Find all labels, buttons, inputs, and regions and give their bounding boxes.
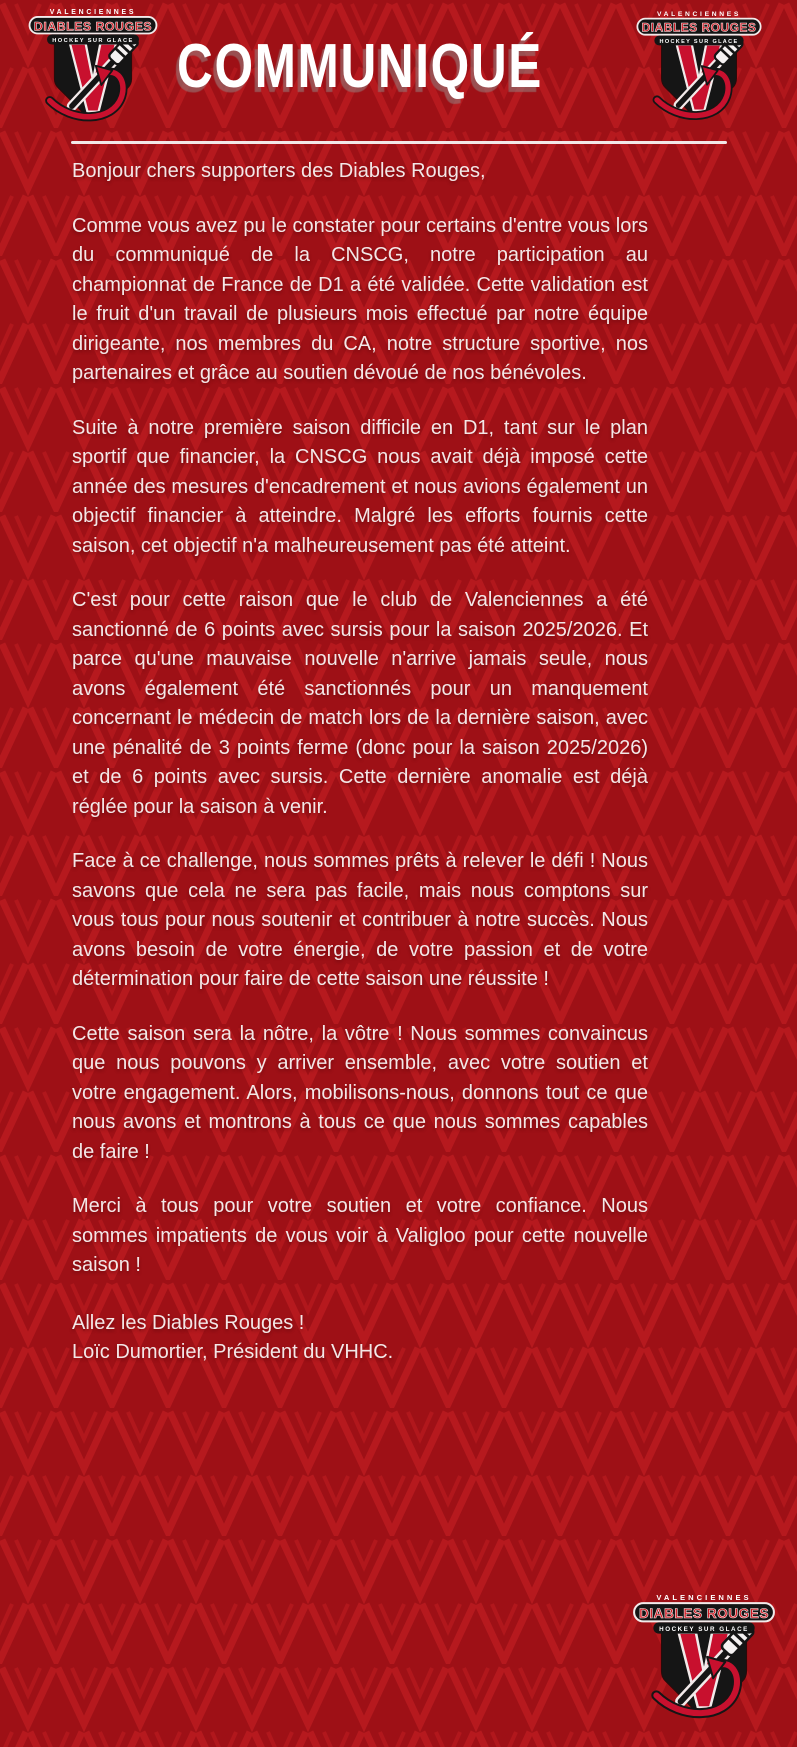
logo-city-label: VALENCIENNES [49, 9, 137, 17]
title-divider [71, 141, 727, 144]
logo-wordmark [634, 1593, 774, 1633]
page-title: COMMUNIQUÉ [177, 32, 543, 101]
paragraph-first-season: Suite à notre première saison difficile en D1, tant sur le plan sportif que financier, la CNSCG nous avait déjà imposé cette année des mesures d'encadrement et nous avions également un objectif financier à atteindre. Malgré les efforts fournis cette saison, cet objectif n'a malheureusement pas été atteint. [72, 416, 648, 557]
club-logo-top-right [632, 7, 766, 127]
letter-body [72, 157, 648, 1368]
paragraph-sanctions: C'est pour cette raison que le club de Valenciennes a été sanctionné de 6 points avec sursis pour la saison 2025/2026. Et parce qu'une mauvaise nouvelle n'arrive jamais seule, nous avons également été sanctionnés pour un manquement concernant le médecin de match lors de la dernière saison, avec une pénalité de 3 points ferme (donc pour la saison 2025/2026) et de 6 points avec sursis. Cette dernière anomalie est déjà réglée pour la saison à venir. [72, 589, 648, 818]
paragraph-thanks: Merci à tous pour votre soutien et votre confiance. Nous sommes impatients de vous voir à Valigloo pour cette nouvelle saison ! [72, 1195, 648, 1276]
logo-wordmark [637, 11, 760, 45]
club-logo-bottom-right [628, 1590, 780, 1726]
paragraph-mobilisation: Cette saison sera la nôtre, la vôtre ! Nous sommes convaincus que nous pouvons y arriver ensemble, avec votre soutien et votre engagement. Alors, mobilisons-nous, donnons tout ce que nous avons et montrons à tous ce que nous sommes capables de faire ! [72, 1022, 648, 1163]
logo-subtitle-label: HOCKEY SUR GLACE [52, 38, 134, 45]
greeting-line: Bonjour chers supporters des Diables Rouges, [72, 160, 486, 182]
paragraph-challenge: Face à ce challenge, nous sommes prêts à relever le défi ! Nous savons que cela ne sera pas facile, mais nous comptons sur vous tous pour nous soutenir et contribuer à notre succès. Nous avons besoin de votre énergie, de votre passion et de votre détermination pour faire de cette saison une réussite ! [72, 850, 648, 990]
logo-city-label: VALENCIENNES [656, 10, 742, 18]
logo-name-label: DIABLES ROUGES [641, 20, 757, 35]
club-logo-icon [628, 1590, 780, 1726]
logo-subtitle-label: HOCKEY SUR GLACE [659, 39, 739, 46]
logo-subtitle-label: HOCKEY SUR GLACE [659, 1626, 749, 1634]
closing-line: Allez les Diables Rouges ! [72, 1311, 305, 1334]
logo-name-label: DIABLES ROUGES [638, 1605, 770, 1621]
closing-block [72, 1309, 648, 1368]
logo-name-label: DIABLES ROUGES [33, 19, 153, 34]
signature-line: Loïc Dumortier, Président du VHHC. [72, 1341, 394, 1363]
paragraph-validation: Comme vous avez pu le constater pour certains d'entre vous lors du communiqué de la CNSCG, notre participation au championnat de France de D1 a été validée. Cette validation est le fruit d'un travail de plusieurs mois effectué par notre équipe dirigeante, nos membres du CA, notre structure sportive, nos partenaires et grâce au soutien dévoué de nos bénévoles. [72, 214, 648, 384]
logo-city-label: VALENCIENNES [656, 1593, 752, 1603]
club-logo-icon [632, 7, 766, 127]
